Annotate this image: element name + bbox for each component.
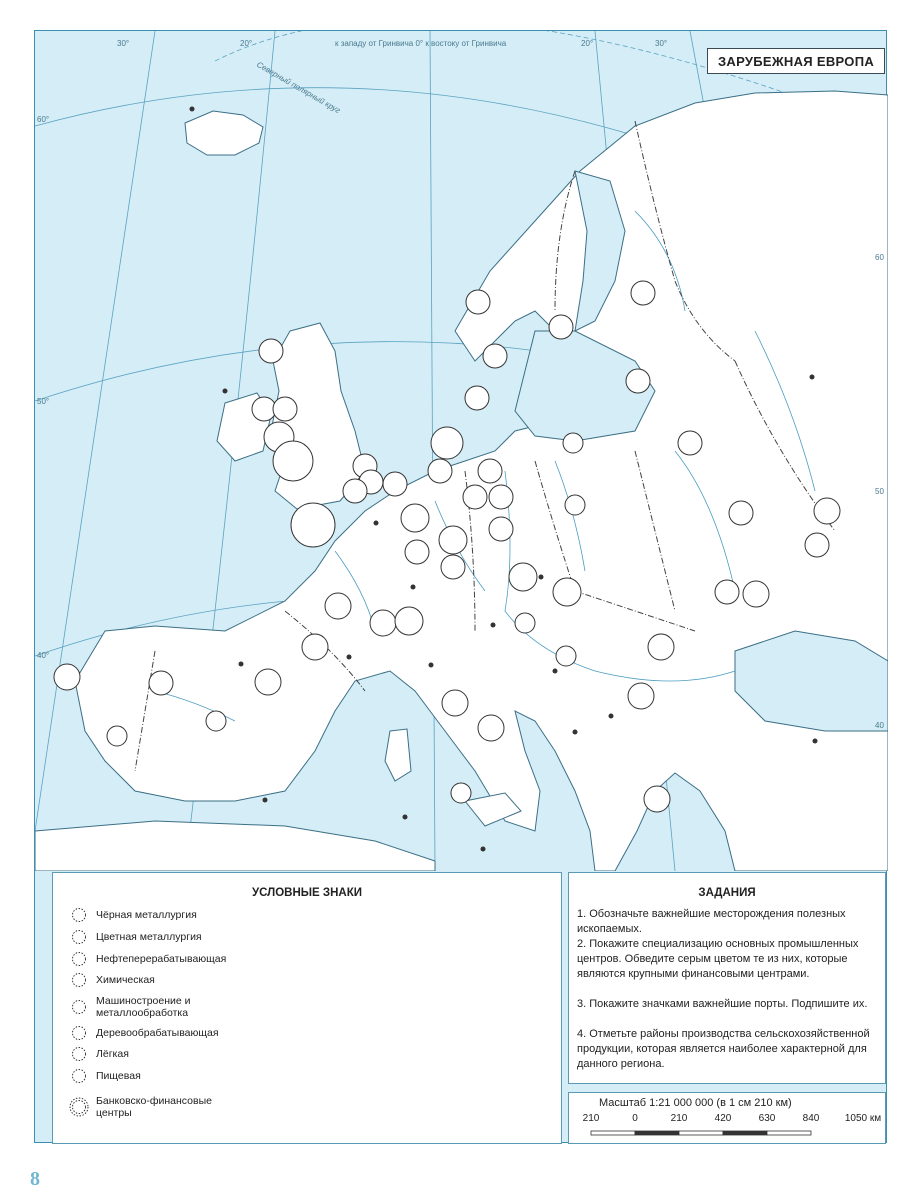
lat-50-right: 50	[875, 487, 884, 496]
task-item-2: 2. Покажите специализацию основных промышленных центров. Обведите серым цветом те из них, которые являются крупными финансовыми центрами.	[577, 938, 859, 980]
scale-label: 630	[758, 1113, 776, 1124]
lat-60-left: 60°	[37, 115, 50, 124]
mainland-europe	[75, 91, 888, 871]
coord-20w: 20°	[240, 39, 253, 48]
dotted-circle-icon	[71, 907, 87, 923]
map-title: ЗАРУБЕЖНАЯ ЕВРОПА	[707, 48, 885, 74]
dotted-circle-icon	[71, 1068, 87, 1084]
coord-30w: 30°	[117, 39, 130, 48]
lat-60-right: 60	[875, 253, 884, 262]
scale-label: 210	[670, 1113, 688, 1124]
legend-item-light-industry: Лёгкая	[71, 1046, 129, 1062]
lat-40-left: 40°	[37, 651, 50, 660]
coord-30e: 30°	[655, 39, 668, 48]
legend-title: УСЛОВНЫЕ ЗНАКИ	[251, 887, 363, 899]
task-item-3: 3. Покажите значками важнейшие порты. Подпишите их.	[577, 998, 868, 1010]
legend-item-oil-refining: Нефтеперерабатывающая	[71, 951, 226, 967]
arctic-circle-label: Северный полярный круг	[255, 59, 342, 116]
scale-bar	[589, 1129, 815, 1139]
legend-item-chemical: Химическая	[71, 972, 155, 988]
tasks-panel	[568, 872, 886, 1084]
sardinia	[385, 729, 411, 781]
lat-40-right: 40	[875, 721, 884, 730]
task-item-4: 4. Отметьте районы производства сельскохозяйственной продукции, которая является наиболее характерной для данного региона.	[577, 1028, 870, 1070]
dotted-circle-icon	[71, 1046, 87, 1062]
legend-item-engineering: Машиностроение и металлообработка	[71, 995, 246, 1019]
task-item-1: 1. Обозначьте важнейшие месторождения полезных ископаемых.	[577, 908, 846, 935]
dotted-circle-icon	[71, 1025, 87, 1041]
land-masses	[35, 91, 888, 871]
map-area	[35, 31, 888, 871]
scale-panel	[568, 1092, 886, 1144]
dotted-circle-icon	[71, 929, 87, 945]
coord-20e: 20°	[581, 39, 594, 48]
legend-item-food: Пищевая	[71, 1068, 141, 1084]
scale-label: 210	[582, 1113, 600, 1124]
europe-map	[35, 31, 888, 871]
scale-label: 1050 км	[844, 1113, 882, 1124]
legend-item-ferrous: Чёрная металлургия	[71, 907, 197, 923]
scale-label: 420	[714, 1113, 732, 1124]
scale-title: Масштаб 1:21 000 000 (в 1 см 210 км)	[599, 1097, 792, 1109]
scale-label: 0	[632, 1113, 638, 1124]
double-dotted-circle-icon	[69, 1097, 89, 1117]
legend-item-nonferrous: Цветная металлургия	[71, 929, 202, 945]
north-africa	[35, 821, 435, 871]
scale-label: 840	[802, 1113, 820, 1124]
tasks-title: ЗАДАНИЯ	[698, 887, 756, 899]
dotted-circle-icon	[71, 951, 87, 967]
legend-item-woodworking: Деревообрабатывающая	[71, 1025, 219, 1041]
dotted-circle-icon	[71, 972, 87, 988]
legend-panel	[52, 872, 562, 1144]
coord-greenwich: к западу от Гринвича 0° к востоку от Гринвича	[335, 39, 507, 48]
iceland	[185, 111, 263, 155]
legend-item-finance: Банковско-финансовые центры	[71, 1095, 246, 1119]
dotted-circle-icon	[71, 999, 87, 1015]
lat-50-left: 50°	[37, 397, 50, 406]
page-number: 8	[30, 1168, 40, 1190]
